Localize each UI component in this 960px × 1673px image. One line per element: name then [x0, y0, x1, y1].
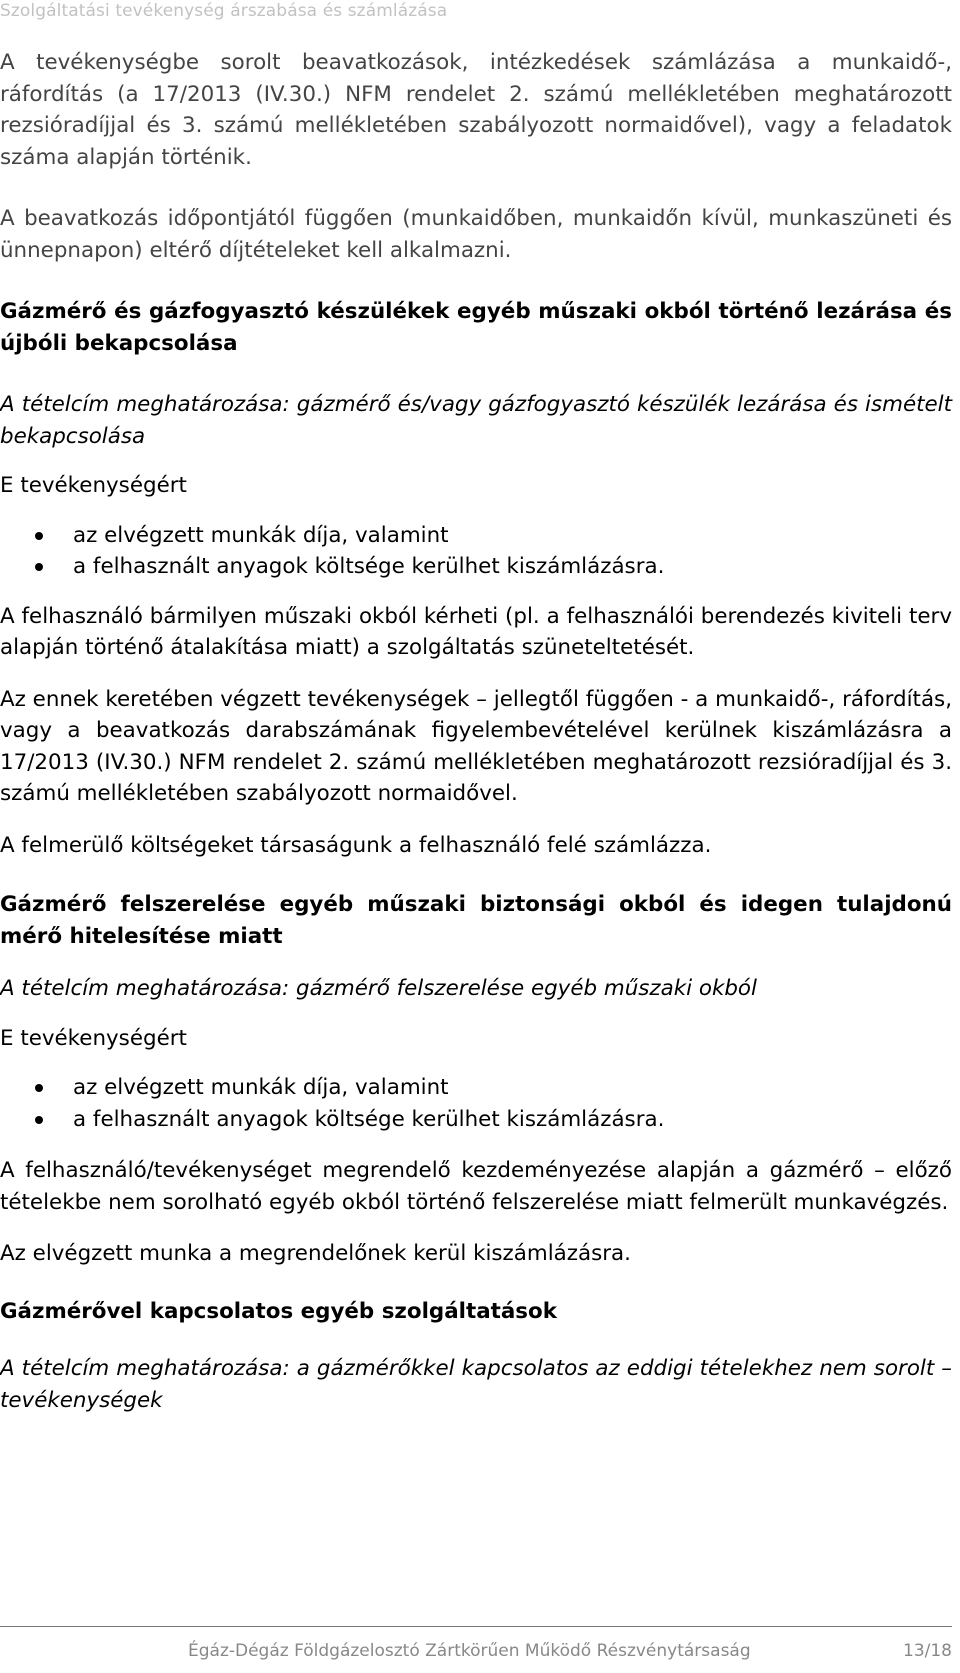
list-item-text: a felhasznált anyagok költsége kerülhet kiszámlázásra. [73, 554, 665, 579]
section-3-item-title: A tételcím meghatározása: a gázmérőkkel kapcsolatos az eddigi tételekhez nem sorolt – tevékenységek [0, 1356, 952, 1413]
list-item-text: az elvégzett munkák díja, valamint [73, 522, 449, 548]
list-item-text: az elvégzett munkák díja, valamint [73, 1075, 449, 1100]
bullet-icon [35, 1116, 43, 1124]
section-1-heading: Gázmérő és gázfogyasztó készülékek egyéb műszaki okból történő lezárása és újbóli bekapcsolása [0, 299, 952, 356]
list-item [0, 1072, 952, 1104]
section-1-bullet-list [0, 520, 952, 583]
footer-divider [0, 1626, 952, 1627]
section-1-paragraph-2: Az ennek keretében végzett tevékenységek – jellegtől függően - a munkaidő-, ráfordítás, vagy a beavatkozás darabszámának figyelembevételével kerülnek kiszámlázásra a 17/2013 (IV.30.) NFM rendelet 2. számú mellékletében meghatározott rezsióradíjjal és 3. számú mellékletében szabályozott normaidővel. [0, 686, 952, 806]
intro-paragraph-2: A beavatkozás időpontjától függően (munkaidőben, munkaidőn kívül, munkaszüneti és ünnepnapon) eltérő díjtételeket kell alkalmazni. [0, 206, 952, 263]
list-item [0, 520, 952, 552]
section-1-paragraph-3: A felmerülő költségeket társaságunk a felhasználó felé számlázza. [0, 832, 712, 858]
list-item-text: a felhasznált anyagok költsége kerülhet kiszámlázásra. [73, 1106, 665, 1132]
section-1-paragraph-1: A felhasználó bármilyen műszaki okból kérheti (pl. a felhasználói berendezés kiviteli terv alapján történő átalakítása miatt) a szolgáltatás szüneteltetését. [0, 603, 952, 660]
section-1-item-title: A tételcím meghatározása: gázmérő és/vagy gázfogyasztó készülék lezárása és ismételt bekapcsolása [0, 392, 952, 449]
bullet-icon [35, 563, 43, 571]
section-1-lead: E tevékenységért [0, 473, 187, 498]
page-footer [0, 1640, 952, 1664]
bullet-icon [35, 532, 43, 540]
section-2-bullet-list [0, 1072, 952, 1135]
page-number: 13/18 [903, 1641, 952, 1661]
list-item [0, 551, 952, 583]
intro-paragraph-1: A tevékenységbe sorolt beavatkozások, intézkedések számlázása a munkaidő-, ráfordítás (a 17/2013 (IV.30.) NFM rendelet 2. számú mellékletében meghatározott rezsióradíjjal és 3. számú mellékletében szabályozott normaidővel), vagy a feladatok száma alapján történik. [0, 50, 952, 170]
section-2-lead: E tevékenységért [0, 1025, 187, 1051]
footer-company-name: Égáz-Dégáz Földgázelosztó Zártkörűen Működő Részvénytársaság [188, 1641, 751, 1661]
section-3-heading: Gázmérővel kapcsolatos egyéb szolgáltatások [0, 1298, 557, 1324]
document-body [0, 47, 952, 1416]
bullet-icon [35, 1084, 43, 1092]
section-2-paragraph-1: A felhasználó/tevékenységet megrendelő kezdeményezése alapján a gázmérő – előző tételekbe nem sorolható egyéb okból történő felszerelése miatt felmerült munkavégzés. [0, 1158, 952, 1215]
section-2-item-title: A tételcím meghatározása: gázmérő felszerelése egyéb műszaki okból [0, 976, 757, 1001]
section-2-heading: Gázmérő felszerelése egyéb műszaki biztonsági okból és idegen tulajdonú mérő hitelesítése miatt [0, 892, 952, 949]
list-item [0, 1104, 952, 1136]
section-2-paragraph-2: Az elvégzett munka a megrendelőnek kerül kiszámlázásra. [0, 1241, 631, 1266]
running-header: Szolgáltatási tevékenység árszabása és számlázása [0, 1, 448, 21]
